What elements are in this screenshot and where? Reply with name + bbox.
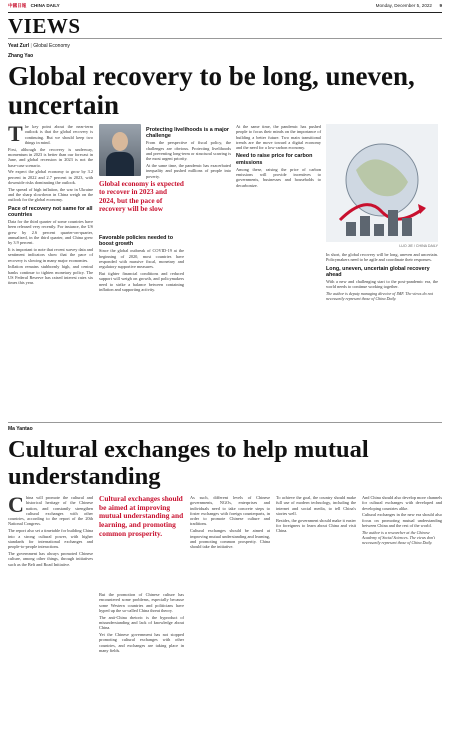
- article2-para: And China should also develop more channels for cultural exchanges with developed and developing countries alike.: [362, 495, 442, 511]
- article1-para: Since the global outbreak of COVID-19 at the beginning of 2020, most countries have responded with massive fiscal, monetary and regulatory supportive measures.: [99, 248, 184, 270]
- brand-name: CHINA DAILY: [30, 3, 60, 8]
- article1-para: First, although the recovery is underway, momentum in 2023 is better than our forecast in June, and global recession in 2023 is not the base-case scenario.: [8, 146, 93, 168]
- article1-para: he key point about the near-term outlook is that the global recovery is continuing. But we should keep two things in mind.: [24, 124, 93, 145]
- article2-para: As such, different levels of Chinese governments, NGOs, enterprises and individuals need to take concrete steps to foster exchanges with foreign counterparts, in order to promote Chinese culture and traditions.: [190, 495, 270, 527]
- china-daily-logo: 中國日報: [8, 3, 27, 8]
- article1-col3: [146, 124, 231, 180]
- article1-para: At the same time, the pandemic has exacerbated inequality and pushed millions of people into poverty.: [146, 163, 231, 179]
- article2-para: To achieve the goal, the country should make full use of modern technology, including the internet and social media, to tell China's stories well.: [276, 495, 356, 516]
- section-title: VIEWS: [8, 14, 81, 38]
- article2-para: The anti-China rhetoric is the byproduct of misunderstanding and lack of knowledge about China.: [99, 614, 184, 631]
- article2-para: But the promotion of Chinese culture has encountered some problems, especially because some Western countries and politicians have hyped up the so-called China threat theory.: [99, 592, 184, 613]
- article1-para: In short, the global recovery will be long, uneven and uncertain. Policymakers need to be agile and coordinate their responses.: [326, 252, 438, 263]
- article1-subhead: Long, uneven, uncertain global recovery ahead: [326, 265, 430, 278]
- article2-col4: [276, 495, 356, 535]
- article1-headline: Global recovery to be long, uneven, uncertain: [8, 61, 415, 120]
- article1-col5: [326, 252, 438, 301]
- article2-para: The report also set a timetable for building China into a strong cultural power, with higher standards for international exchanges and people-to-people interactions.: [8, 528, 93, 550]
- article1-subhead: Favorable policies needed to boost growth: [99, 235, 173, 248]
- article1-subhead: Need to raise price for carbon emissions: [236, 153, 313, 166]
- article1-byline: Zhang Yao: [8, 53, 34, 59]
- article2-col5: [362, 495, 442, 545]
- article2-para: Yet the Chinese government has not stopped promoting cultural exchanges with other countries, and exchanges are taking place in many fields.: [99, 632, 184, 653]
- article1-para: Data for the third quarter of some countries have been released very recently. For instance, the US grew by 2.6 percent quarter-on-quarter, annualized, in the third quarter, and China grew by 3.9 percent.: [8, 219, 93, 246]
- article2-para: hina will promote the cultural and historical heritage of the Chinese nation, and constantly strengthen cultural exchanges with other countries, according to the report of the 20th National Congress.: [8, 495, 93, 527]
- article2-kicker: [8, 426, 33, 432]
- article2-para: Besides, the government should make it easier for foreigners to learn about China and visit China.: [276, 517, 356, 534]
- article1-kicker-column: Global Economy: [33, 43, 70, 49]
- author-photo: [99, 124, 141, 176]
- article1-para: Among these, raising the price of carbon emissions will provide incentives to governments, businesses and households to decarbonize.: [236, 166, 321, 188]
- cartoon-credit: LUO JIE / CHINA DAILY: [399, 244, 438, 248]
- article1-col2: [99, 232, 184, 294]
- article2-para: Cultural exchanges should be aimed at improving mutual understanding and learning, and promoting common prosperity. China should take the initiative.: [190, 528, 270, 550]
- article2-col3: [190, 495, 270, 551]
- article1-subhead: Protecting livelihoods is a major challenge: [146, 127, 229, 140]
- cartoon-illustration: [326, 124, 438, 242]
- article1-kicker-author: Yeat Zurl: [8, 43, 30, 49]
- article2-pull-quote: Cultural exchanges should be aimed at improving mutual understanding and learning, and promoting common prosperity.: [99, 494, 184, 538]
- masthead: [8, 3, 442, 12]
- article2-kicker-author: Ma Yantao: [8, 426, 33, 432]
- article2-author-note: The author is a researcher at the Chinese Academy of Social Sciences. The views don't necessarily represent those of China Daily.: [362, 529, 436, 545]
- article2-para: The government has always promoted Chinese culture, among other things, through initiatives such as the Belt and Road Initiative.: [8, 550, 93, 567]
- article2-col1: China will promote the cultural and historical heritage of the Chinese nation, and constantly strengthen cultural exchanges with other countries, according to the report of the 20th National Congress. The report also set a timetable for building China into a strong cultural power, with higher standards for international exchanges and people-to-people interactions. The government has always promoted Chinese culture, among other things, through initiatives such as the Belt and Road Initiative.: [8, 492, 93, 567]
- editorial-cartoon: [326, 124, 438, 242]
- article2-headline: Cultural exchanges to help mutual understanding: [8, 436, 369, 490]
- page-number: 9: [439, 3, 442, 8]
- article1-col4: [236, 124, 321, 190]
- article1-subhead: Pace of recovery not same for all countries: [8, 205, 93, 218]
- article1-para: With a new and challenging start to the post-pandemic era, the world needs to continue working together.: [326, 279, 438, 290]
- article2-para: Cultural exchanges in the new era should also focus on promoting mutual understanding between China and the rest of the world.: [362, 512, 442, 528]
- article1-para: From the perspective of fiscal policy, the challenges are obvious. Protecting livelihoods and preventing long-term or structural scarring is the most urgent priority.: [146, 140, 231, 162]
- article1-para: But tighter financial conditions and reduced support will weigh on growth, and policymakers need to strike a balance between containing inflation and supporting activity.: [99, 271, 184, 292]
- article1-para: The spread of high inflation, the war in Ukraine and the sharp slowdown in China weigh on the outlook for the global economy.: [8, 186, 93, 203]
- article1-para: Inflation remains stubbornly high, and central banks continue to tighten monetary policy. The US Federal Reserve has raised interest rates six times this year.: [8, 264, 93, 286]
- article1-para: It is important to note that recent survey data and sentiment indicators show that the pace of recovery is slowing in many major economies.: [8, 247, 93, 263]
- article2-col2: [99, 592, 184, 655]
- article1-col1: The key point about the near-term outlook is that the global recovery is continuing. But we should keep two things in mind. First, although the recovery is underway, momentum in 2023 is better than our forecast in June, and global recession in 2023 is not the base-case scenario. We expect the global economy to grow by 3.2 percent in 2022 and 2.7 percent in 2023, with downside risks dominating the outlook. The spread of high inflation, the war in Ukraine and the sharp slowdown in China weigh on the outlook for the global economy. Pace of recovery not same for all countries Data for the third quarter of some countries have been released very recently. For instance, the US grew by 2.6 percent quarter-on-quarter, annualized, in the third quarter, and China grew by 3.9 percent. It is important to note that recent survey data and sentiment indicators show that the pace of recovery is slowing in many major economies. Inflation remains stubbornly high, and central banks continue to tighten monetary policy. The US Federal Reserve has raised interest rates six times this year.: [8, 121, 93, 286]
- article1-kicker: Yeat Zurl | Global Economy: [8, 43, 70, 49]
- issue-date: Monday, December 5, 2022: [375, 3, 432, 8]
- article1-para: We expect the global economy to grow by 3.2 percent in 2022 and 2.7 percent in 2023, with downside risks dominating the outlook.: [8, 169, 93, 185]
- article1-para: At the same time, the pandemic has pushed people to focus their minds on the importance of building a better future. Two main transitional trends are the move toward a digital economy and the need for a low-carbon economy.: [236, 124, 321, 151]
- article1-pull-quote: Global economy is expected to recover in 2023 and 2024, but the pace of recovery will be slow: [99, 180, 184, 214]
- article1-author-note: The author is deputy managing director of IMF. The views do not necessarily represent those of China Daily.: [326, 291, 433, 302]
